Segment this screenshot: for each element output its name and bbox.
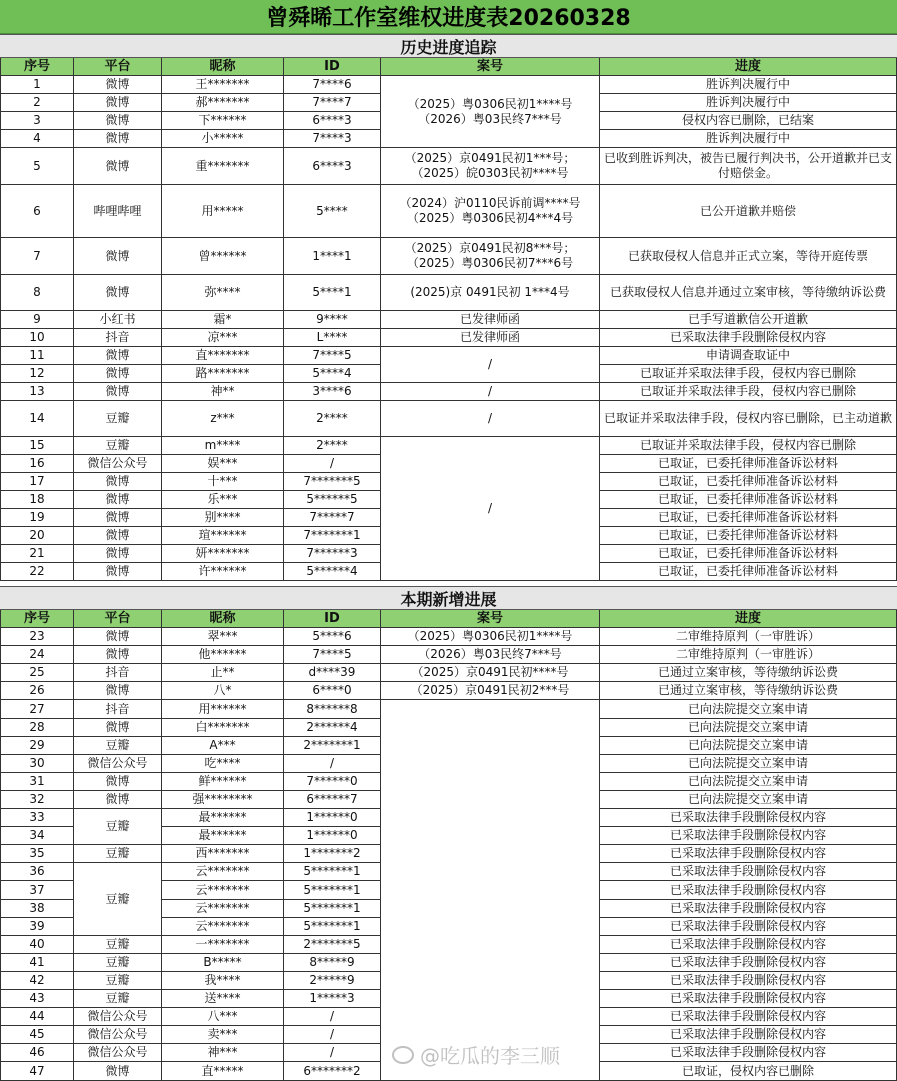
row-number: 47 bbox=[0, 1062, 74, 1081]
platform-cell: 微博 bbox=[74, 1062, 162, 1081]
nickname-cell: 一******* bbox=[162, 936, 284, 954]
progress-cell: 已向法院提交立案申请 bbox=[600, 719, 897, 737]
nickname-cell: m**** bbox=[162, 437, 284, 455]
platform-cell: 微博 bbox=[74, 94, 162, 112]
id-cell: 6****3 bbox=[284, 148, 381, 185]
platform-cell: 微博 bbox=[74, 473, 162, 491]
progress-cell: 已取证，侵权内容已删除 bbox=[600, 1062, 897, 1081]
nickname-cell: 送**** bbox=[162, 990, 284, 1008]
progress-cell: 申请调查取证中 bbox=[600, 347, 897, 365]
row-number: 44 bbox=[0, 1008, 74, 1026]
progress-cell: 已取证，已委托律师准备诉讼材料 bbox=[600, 455, 897, 473]
progress-cell: 已采取法律手段删除侵权内容 bbox=[600, 1008, 897, 1026]
id-cell: 7******3 bbox=[284, 545, 381, 563]
platform-cell: 微博 bbox=[74, 365, 162, 383]
id-cell: 7*******5 bbox=[284, 473, 381, 491]
id-cell: 7****5 bbox=[284, 646, 381, 664]
nickname-cell: 吃**** bbox=[162, 755, 284, 773]
platform-cell: 抖音 bbox=[74, 664, 162, 682]
progress-cell: 已采取法律手段删除侵权内容 bbox=[600, 863, 897, 881]
row-number: 14 bbox=[0, 401, 74, 437]
id-cell: 2******4 bbox=[284, 719, 381, 737]
row-number: 10 bbox=[0, 329, 74, 347]
row-number: 2 bbox=[0, 94, 74, 112]
row-number: 5 bbox=[0, 148, 74, 185]
nickname-cell: 云******* bbox=[162, 918, 284, 936]
progress-cell: 已采取法律手段删除侵权内容 bbox=[600, 918, 897, 936]
progress-cell: 已取证并采取法律手段，侵权内容已删除 bbox=[600, 383, 897, 401]
progress-cell: 侵权内容已删除，已结案 bbox=[600, 112, 897, 130]
platform-cell: 豆瓣 bbox=[74, 972, 162, 990]
progress-cell: 已收到胜诉判决，被告已履行判决书，公开道歉并已支付赔偿金。 bbox=[600, 148, 897, 185]
progress-cell: 已取证并采取法律手段，侵权内容已删除 bbox=[600, 365, 897, 383]
nickname-cell: 我**** bbox=[162, 972, 284, 990]
id-cell: 7****5 bbox=[284, 347, 381, 365]
column-header-no: 序号 bbox=[0, 58, 74, 76]
row-number: 16 bbox=[0, 455, 74, 473]
progress-cell: 已取证，已委托律师准备诉讼材料 bbox=[600, 473, 897, 491]
platform-cell: 微博 bbox=[74, 347, 162, 365]
progress-cell: 已采取法律手段删除侵权内容 bbox=[600, 845, 897, 863]
nickname-cell: 八*** bbox=[162, 1008, 284, 1026]
nickname-cell: 直******* bbox=[162, 347, 284, 365]
id-cell: 6******7 bbox=[284, 791, 381, 809]
progress-cell: 已采取法律手段删除侵权内容 bbox=[600, 329, 897, 347]
case-number-cell: （2025）京0491民初****号 bbox=[381, 664, 600, 682]
nickname-cell: 最****** bbox=[162, 809, 284, 827]
id-cell: 5*******1 bbox=[284, 900, 381, 918]
row-number: 22 bbox=[0, 563, 74, 581]
case-number-cell: 已发律师函 bbox=[381, 311, 600, 329]
progress-cell: 胜诉判决履行中 bbox=[600, 76, 897, 94]
row-number: 38 bbox=[0, 900, 74, 918]
progress-cell: 已采取法律手段删除侵权内容 bbox=[600, 827, 897, 845]
platform-cell: 微博 bbox=[74, 76, 162, 94]
nickname-cell: 用***** bbox=[162, 185, 284, 238]
row-number: 25 bbox=[0, 664, 74, 682]
id-cell: 6****3 bbox=[284, 112, 381, 130]
progress-cell: 已向法院提交立案申请 bbox=[600, 700, 897, 719]
platform-cell: 豆瓣 bbox=[74, 401, 162, 437]
nickname-cell: 妍******* bbox=[162, 545, 284, 563]
id-cell: 7******0 bbox=[284, 773, 381, 791]
watermark bbox=[392, 1040, 560, 1069]
row-number: 6 bbox=[0, 185, 74, 238]
id-cell: 5*******1 bbox=[284, 881, 381, 900]
sheet-title: 曾舜晞工作室维权进度表20260328 bbox=[0, 0, 897, 34]
progress-cell: 已取证，已委托律师准备诉讼材料 bbox=[600, 527, 897, 545]
nickname-cell: 瑄****** bbox=[162, 527, 284, 545]
row-number: 31 bbox=[0, 773, 74, 791]
progress-cell: 已通过立案审核，等待缴纳诉讼费 bbox=[600, 682, 897, 700]
row-number: 17 bbox=[0, 473, 74, 491]
id-cell: d****39 bbox=[284, 664, 381, 682]
row-number: 42 bbox=[0, 972, 74, 990]
progress-cell: 二审维持原判（一审胜诉） bbox=[600, 628, 897, 646]
row-number: 46 bbox=[0, 1044, 74, 1062]
id-cell: 1*******2 bbox=[284, 845, 381, 863]
row-number: 7 bbox=[0, 238, 74, 275]
nickname-cell: 云******* bbox=[162, 900, 284, 918]
id-cell: / bbox=[284, 1026, 381, 1044]
id-cell: 3****6 bbox=[284, 383, 381, 401]
weibo-logo-icon bbox=[392, 1046, 414, 1064]
nickname-cell: 凉*** bbox=[162, 329, 284, 347]
platform-cell: 微博 bbox=[74, 112, 162, 130]
nickname-cell: 他****** bbox=[162, 646, 284, 664]
progress-cell: 已向法院提交立案申请 bbox=[600, 791, 897, 809]
section-title: 本期新增进展 bbox=[0, 586, 897, 610]
nickname-cell: 云******* bbox=[162, 881, 284, 900]
nickname-cell: 许****** bbox=[162, 563, 284, 581]
platform-cell: 豆瓣 bbox=[74, 936, 162, 954]
platform-cell: 抖音 bbox=[74, 700, 162, 719]
nickname-cell: 直***** bbox=[162, 1062, 284, 1081]
nickname-cell: 最****** bbox=[162, 827, 284, 845]
platform-cell: 豆瓣 bbox=[74, 990, 162, 1008]
progress-cell: 已获取侵权人信息并通过立案审核，等待缴纳诉讼费 bbox=[600, 275, 897, 311]
platform-cell: 微博 bbox=[74, 545, 162, 563]
nickname-cell: 鲜****** bbox=[162, 773, 284, 791]
case-number-cell: / bbox=[381, 347, 600, 383]
progress-cell: 已采取法律手段删除侵权内容 bbox=[600, 954, 897, 972]
nickname-cell: 下****** bbox=[162, 112, 284, 130]
progress-cell: 已获取侵权人信息并正式立案，等待开庭传票 bbox=[600, 238, 897, 275]
nickname-cell: 止** bbox=[162, 664, 284, 682]
row-number: 15 bbox=[0, 437, 74, 455]
nickname-cell: 霜* bbox=[162, 311, 284, 329]
row-number: 19 bbox=[0, 509, 74, 527]
row-number: 39 bbox=[0, 918, 74, 936]
section-title: 历史进度追踪 bbox=[0, 34, 897, 58]
platform-cell: 小红书 bbox=[74, 311, 162, 329]
progress-cell: 已取证并采取法律手段，侵权内容已删除，已主动道歉 bbox=[600, 401, 897, 437]
id-cell: 7****3 bbox=[284, 130, 381, 148]
platform-cell: 豆瓣 bbox=[74, 954, 162, 972]
id-cell: 2**** bbox=[284, 401, 381, 437]
progress-cell: 已取证并采取法律手段，侵权内容已删除 bbox=[600, 437, 897, 455]
row-number: 12 bbox=[0, 365, 74, 383]
progress-cell: 已采取法律手段删除侵权内容 bbox=[600, 990, 897, 1008]
row-number: 24 bbox=[0, 646, 74, 664]
platform-cell: 微博 bbox=[74, 275, 162, 311]
id-cell: 2*****9 bbox=[284, 972, 381, 990]
platform-cell: 豆瓣 bbox=[74, 809, 162, 845]
id-cell: 5****1 bbox=[284, 275, 381, 311]
nickname-cell: 重******* bbox=[162, 148, 284, 185]
row-number: 32 bbox=[0, 791, 74, 809]
nickname-cell: 路******* bbox=[162, 365, 284, 383]
progress-cell: 已采取法律手段删除侵权内容 bbox=[600, 881, 897, 900]
id-cell: 8******8 bbox=[284, 700, 381, 719]
progress-cell: 已公开道歉并赔偿 bbox=[600, 185, 897, 238]
row-number: 34 bbox=[0, 827, 74, 845]
case-number-cell: / bbox=[381, 437, 600, 581]
case-number-cell: （2024）沪0110民诉前调****号 （2025）粤0306民初4***4号 bbox=[381, 185, 600, 238]
id-cell: 1*****3 bbox=[284, 990, 381, 1008]
progress-cell: 已采取法律手段删除侵权内容 bbox=[600, 972, 897, 990]
case-number-cell: (2025)京 0491民初 1***4号 bbox=[381, 275, 600, 311]
row-number: 41 bbox=[0, 954, 74, 972]
row-number: 8 bbox=[0, 275, 74, 311]
id-cell: 6*******2 bbox=[284, 1062, 381, 1081]
id-cell: 7****6 bbox=[284, 76, 381, 94]
id-cell: 7*******1 bbox=[284, 527, 381, 545]
id-cell: 5******4 bbox=[284, 563, 381, 581]
nickname-cell: 弥**** bbox=[162, 275, 284, 311]
platform-cell: 微博 bbox=[74, 130, 162, 148]
case-number-cell: （2025）粤0306民初1****号 （2026）粤03民终7***号 bbox=[381, 76, 600, 148]
row-number: 35 bbox=[0, 845, 74, 863]
platform-cell: 微博 bbox=[74, 682, 162, 700]
nickname-cell: 云******* bbox=[162, 863, 284, 881]
case-number-cell: （2026）粤03民终7***号 bbox=[381, 646, 600, 664]
progress-cell: 已采取法律手段删除侵权内容 bbox=[600, 809, 897, 827]
progress-cell: 已取证，已委托律师准备诉讼材料 bbox=[600, 509, 897, 527]
progress-cell: 胜诉判决履行中 bbox=[600, 94, 897, 112]
progress-cell: 已向法院提交立案申请 bbox=[600, 773, 897, 791]
progress-cell: 已取证，已委托律师准备诉讼材料 bbox=[600, 545, 897, 563]
id-cell: / bbox=[284, 1044, 381, 1062]
row-number: 33 bbox=[0, 809, 74, 827]
nickname-cell: A*** bbox=[162, 737, 284, 755]
id-cell: 5*******1 bbox=[284, 863, 381, 881]
id-cell: 7****7 bbox=[284, 94, 381, 112]
case-number-cell: / bbox=[381, 401, 600, 437]
row-number: 36 bbox=[0, 863, 74, 881]
row-number: 40 bbox=[0, 936, 74, 954]
platform-cell: 微博 bbox=[74, 791, 162, 809]
nickname-cell: 别**** bbox=[162, 509, 284, 527]
progress-cell: 已采取法律手段删除侵权内容 bbox=[600, 1044, 897, 1062]
case-number-cell: （2025）京0491民初1***号； （2025）皖0303民初****号 bbox=[381, 148, 600, 185]
column-header-nick: 昵称 bbox=[162, 610, 284, 628]
column-header-id: ID bbox=[284, 610, 381, 628]
id-cell: / bbox=[284, 755, 381, 773]
progress-cell: 已采取法律手段删除侵权内容 bbox=[600, 1026, 897, 1044]
platform-cell: 微博 bbox=[74, 628, 162, 646]
platform-cell: 微博 bbox=[74, 238, 162, 275]
column-header-platform: 平台 bbox=[74, 610, 162, 628]
case-number-cell-empty bbox=[381, 700, 600, 1081]
nickname-cell: 西******* bbox=[162, 845, 284, 863]
id-cell: 1****1 bbox=[284, 238, 381, 275]
row-number: 1 bbox=[0, 76, 74, 94]
nickname-cell: B***** bbox=[162, 954, 284, 972]
platform-cell: 豆瓣 bbox=[74, 863, 162, 936]
row-number: 20 bbox=[0, 527, 74, 545]
row-number: 11 bbox=[0, 347, 74, 365]
row-number: 45 bbox=[0, 1026, 74, 1044]
platform-cell: 微信公众号 bbox=[74, 755, 162, 773]
platform-cell: 微博 bbox=[74, 491, 162, 509]
platform-cell: 哔哩哔哩 bbox=[74, 185, 162, 238]
nickname-cell: 白******* bbox=[162, 719, 284, 737]
column-header-no: 序号 bbox=[0, 610, 74, 628]
column-header-case: 案号 bbox=[381, 58, 600, 76]
platform-cell: 微信公众号 bbox=[74, 455, 162, 473]
platform-cell: 微信公众号 bbox=[74, 1026, 162, 1044]
id-cell: 7*****7 bbox=[284, 509, 381, 527]
nickname-cell: 郝******* bbox=[162, 94, 284, 112]
id-cell: 5*******1 bbox=[284, 918, 381, 936]
progress-cell: 已采取法律手段删除侵权内容 bbox=[600, 900, 897, 918]
platform-cell: 微博 bbox=[74, 527, 162, 545]
progress-cell: 二审维持原判（一审胜诉） bbox=[600, 646, 897, 664]
row-number: 28 bbox=[0, 719, 74, 737]
row-number: 43 bbox=[0, 990, 74, 1008]
column-header-nick: 昵称 bbox=[162, 58, 284, 76]
nickname-cell: 强******** bbox=[162, 791, 284, 809]
platform-cell: 微博 bbox=[74, 646, 162, 664]
nickname-cell: 娱*** bbox=[162, 455, 284, 473]
progress-cell: 已向法院提交立案申请 bbox=[600, 755, 897, 773]
id-cell: 2*******5 bbox=[284, 936, 381, 954]
progress-cell: 已通过立案审核，等待缴纳诉讼费 bbox=[600, 664, 897, 682]
row-number: 37 bbox=[0, 881, 74, 900]
id-cell: 5****6 bbox=[284, 628, 381, 646]
column-header-progress: 进度 bbox=[600, 58, 897, 76]
progress-cell: 已手写道歉信公开道歉 bbox=[600, 311, 897, 329]
id-cell: 9**** bbox=[284, 311, 381, 329]
id-cell: 1******0 bbox=[284, 809, 381, 827]
id-cell: / bbox=[284, 1008, 381, 1026]
platform-cell: 微博 bbox=[74, 773, 162, 791]
row-number: 23 bbox=[0, 628, 74, 646]
case-number-cell: / bbox=[381, 383, 600, 401]
nickname-cell: 十*** bbox=[162, 473, 284, 491]
id-cell: 2**** bbox=[284, 437, 381, 455]
id-cell: / bbox=[284, 455, 381, 473]
nickname-cell: 八* bbox=[162, 682, 284, 700]
nickname-cell: 曾****** bbox=[162, 238, 284, 275]
progress-cell: 已向法院提交立案申请 bbox=[600, 737, 897, 755]
progress-cell: 已取证，已委托律师准备诉讼材料 bbox=[600, 563, 897, 581]
case-number-cell: （2025）京0491民初8***号； （2025）粤0306民初7***6号 bbox=[381, 238, 600, 275]
watermark-text: @吃瓜的李三顺 bbox=[420, 1044, 560, 1068]
column-header-case: 案号 bbox=[381, 610, 600, 628]
id-cell: 5**** bbox=[284, 185, 381, 238]
row-number: 13 bbox=[0, 383, 74, 401]
row-number: 9 bbox=[0, 311, 74, 329]
id-cell: 5****4 bbox=[284, 365, 381, 383]
case-number-cell: （2025）粤0306民初1****号 bbox=[381, 628, 600, 646]
column-header-id: ID bbox=[284, 58, 381, 76]
nickname-cell: 卖*** bbox=[162, 1026, 284, 1044]
id-cell: 5******5 bbox=[284, 491, 381, 509]
nickname-cell: 用****** bbox=[162, 700, 284, 719]
platform-cell: 微博 bbox=[74, 383, 162, 401]
nickname-cell: z*** bbox=[162, 401, 284, 437]
platform-cell: 微博 bbox=[74, 563, 162, 581]
id-cell: 1******0 bbox=[284, 827, 381, 845]
platform-cell: 豆瓣 bbox=[74, 845, 162, 863]
id-cell: 6****0 bbox=[284, 682, 381, 700]
nickname-cell: 神** bbox=[162, 383, 284, 401]
progress-cell: 已采取法律手段删除侵权内容 bbox=[600, 936, 897, 954]
platform-cell: 抖音 bbox=[74, 329, 162, 347]
platform-cell: 微信公众号 bbox=[74, 1008, 162, 1026]
platform-cell: 微博 bbox=[74, 509, 162, 527]
row-number: 26 bbox=[0, 682, 74, 700]
row-number: 4 bbox=[0, 130, 74, 148]
nickname-cell: 王******* bbox=[162, 76, 284, 94]
column-header-platform: 平台 bbox=[74, 58, 162, 76]
row-number: 30 bbox=[0, 755, 74, 773]
platform-cell: 微博 bbox=[74, 719, 162, 737]
platform-cell: 微信公众号 bbox=[74, 1044, 162, 1062]
case-number-cell: （2025）京0491民初2***号 bbox=[381, 682, 600, 700]
row-number: 21 bbox=[0, 545, 74, 563]
row-number: 29 bbox=[0, 737, 74, 755]
platform-cell: 豆瓣 bbox=[74, 437, 162, 455]
progress-cell: 已取证，已委托律师准备诉讼材料 bbox=[600, 491, 897, 509]
progress-cell: 胜诉判决履行中 bbox=[600, 130, 897, 148]
platform-cell: 豆瓣 bbox=[74, 737, 162, 755]
row-number: 3 bbox=[0, 112, 74, 130]
id-cell: 8*****9 bbox=[284, 954, 381, 972]
row-number: 27 bbox=[0, 700, 74, 719]
id-cell: 2*******1 bbox=[284, 737, 381, 755]
nickname-cell: 翠*** bbox=[162, 628, 284, 646]
case-number-cell: 已发律师函 bbox=[381, 329, 600, 347]
row-number: 18 bbox=[0, 491, 74, 509]
nickname-cell: 乐*** bbox=[162, 491, 284, 509]
nickname-cell: 小***** bbox=[162, 130, 284, 148]
nickname-cell: 神*** bbox=[162, 1044, 284, 1062]
id-cell: L**** bbox=[284, 329, 381, 347]
column-header-progress: 进度 bbox=[600, 610, 897, 628]
platform-cell: 微博 bbox=[74, 148, 162, 185]
